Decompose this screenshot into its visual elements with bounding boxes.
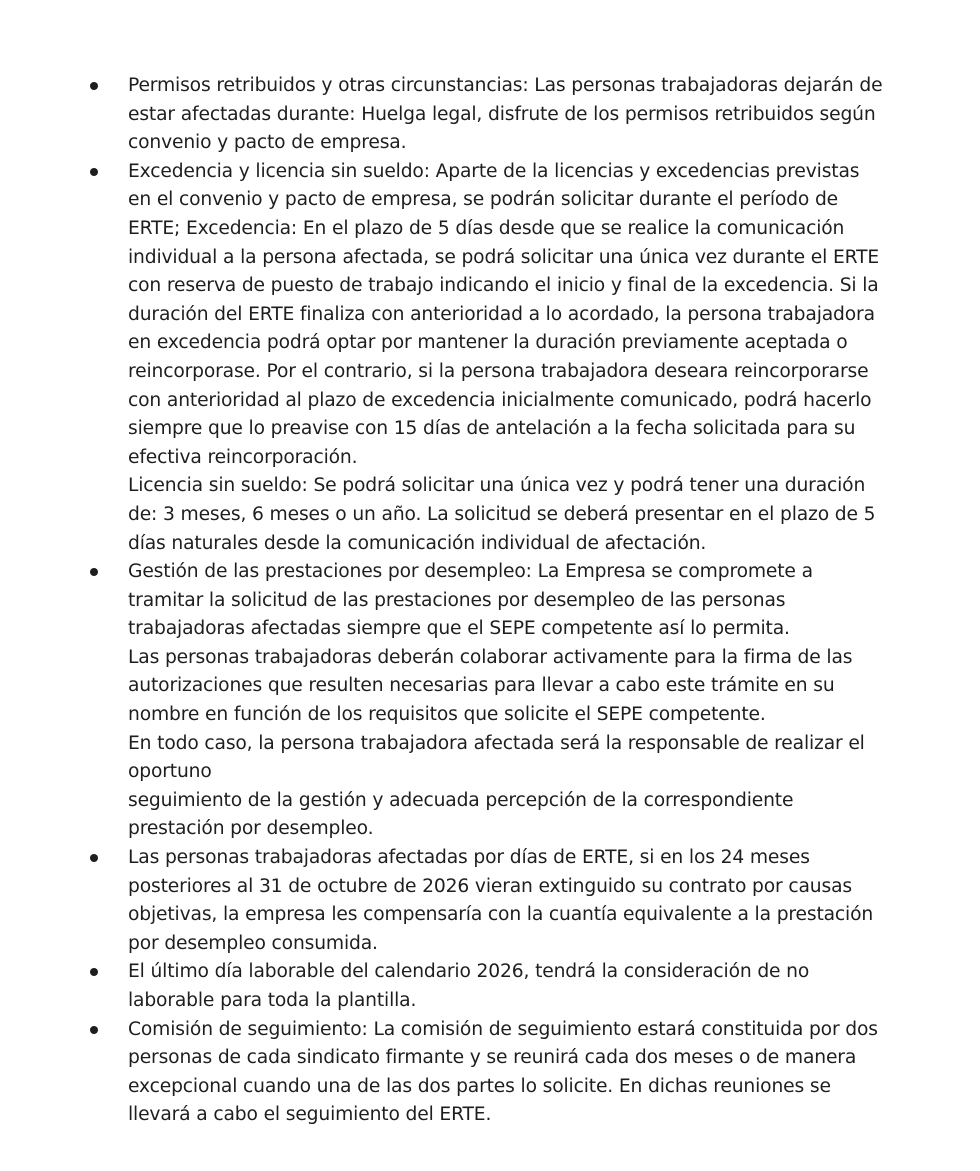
paragraph: Las personas trabajadoras deberán colaborar activamente para la firma de las autorizaciones que resulten necesarias para llevar a cabo este trámite en su nombre en función de los requisitos que solicite el SEPE competente.: [128, 646, 853, 726]
paragraph: Licencia sin sueldo: Se podrá solicitar una única vez y podrá tener una duración de: 3 meses, 6 meses o un año. La solicitud se deberá presentar en el plazo de 5 días naturales desde la comunicación individual de afectación.: [128, 475, 876, 554]
paragraph: El último día laborable del calendario 2026, tendrá la consideración de no laborable para toda la plantilla.: [128, 961, 810, 1011]
paragraph: Comisión de seguimiento: La comisión de seguimiento estará constituida por dos personas de cada sindicato firmante y se reunirá cada dos meses o de manera excepcional cuando una de las dos partes lo solicite. En dichas reuniones se llevará a cabo el seguimiento del ERTE.: [128, 1018, 878, 1126]
list-item-permisos-retribuidos: [86, 72, 886, 158]
list-item-prestaciones-desempleo: [86, 558, 886, 844]
paragraph: En todo caso, la persona trabajadora afectada será la responsable de realizar el oportuno: [128, 732, 865, 783]
bullet-dot-icon: [90, 968, 98, 976]
paragraph: Permisos retribuidos y otras circunstancias: Las personas trabajadoras dejarán de estar afectadas durante: Huelga legal, disfrute de los permisos retribuidos según convenio y pacto de empresa.: [128, 75, 883, 154]
list-item-compensacion-extincion: [86, 844, 886, 958]
bullet-dot-icon: [90, 568, 98, 576]
list-item-excedencia-licencia: [86, 158, 886, 558]
bullet-list: [86, 72, 886, 1130]
bullet-dot-icon: [90, 854, 98, 862]
bullet-dot-icon: [90, 82, 98, 90]
paragraph: Excedencia y licencia sin sueldo: Aparte de la licencias y excedencias previstas en el convenio y pacto de empresa, se podrán solicitar durante el período de ERTE; Excedencia: En el plazo de 5 días desde que se realice la comunicación individual a la persona afectada, se podrá solicitar una única vez durante el ERTE con reserva de puesto de trabajo indicando el inicio y final de la excedencia. Si la duración del ERTE finaliza con anterioridad a lo acordado, la persona trabajadora en excedencia podrá optar por mantener la duración previamente aceptada o reincorporase. Por el contrario, si la persona trabajadora deseara reincorporarse con anterioridad al plazo de excedencia inicialmente comunicado, podrá hacerlo siempre que lo preavise con 15 días de antelación a la fecha solicitada para su efectiva reincorporación.: [128, 160, 880, 468]
list-item-ultimo-dia-laborable: [86, 958, 886, 1015]
paragraph: seguimiento de la gestión y adecuada percepción de la correspondiente prestación por desempleo.: [128, 789, 794, 840]
paragraph: Las personas trabajadoras afectadas por días de ERTE, si en los 24 meses posteriores al 31 de octubre de 2026 vieran extinguido su contrato por causas objetivas, la empresa les compensaría con la cuantía equivalente a la prestación por desempleo consumida.: [128, 847, 874, 954]
paragraph: Gestión de las prestaciones por desempleo: La Empresa se compromete a tramitar la solicitud de las prestaciones por desempleo de las personas trabajadoras afectadas siempre que el SEPE competente así lo permita.: [128, 561, 813, 640]
bullet-dot-icon: [90, 168, 98, 176]
list-item-comision-seguimiento: [86, 1016, 886, 1130]
bullet-dot-icon: [90, 1026, 98, 1034]
